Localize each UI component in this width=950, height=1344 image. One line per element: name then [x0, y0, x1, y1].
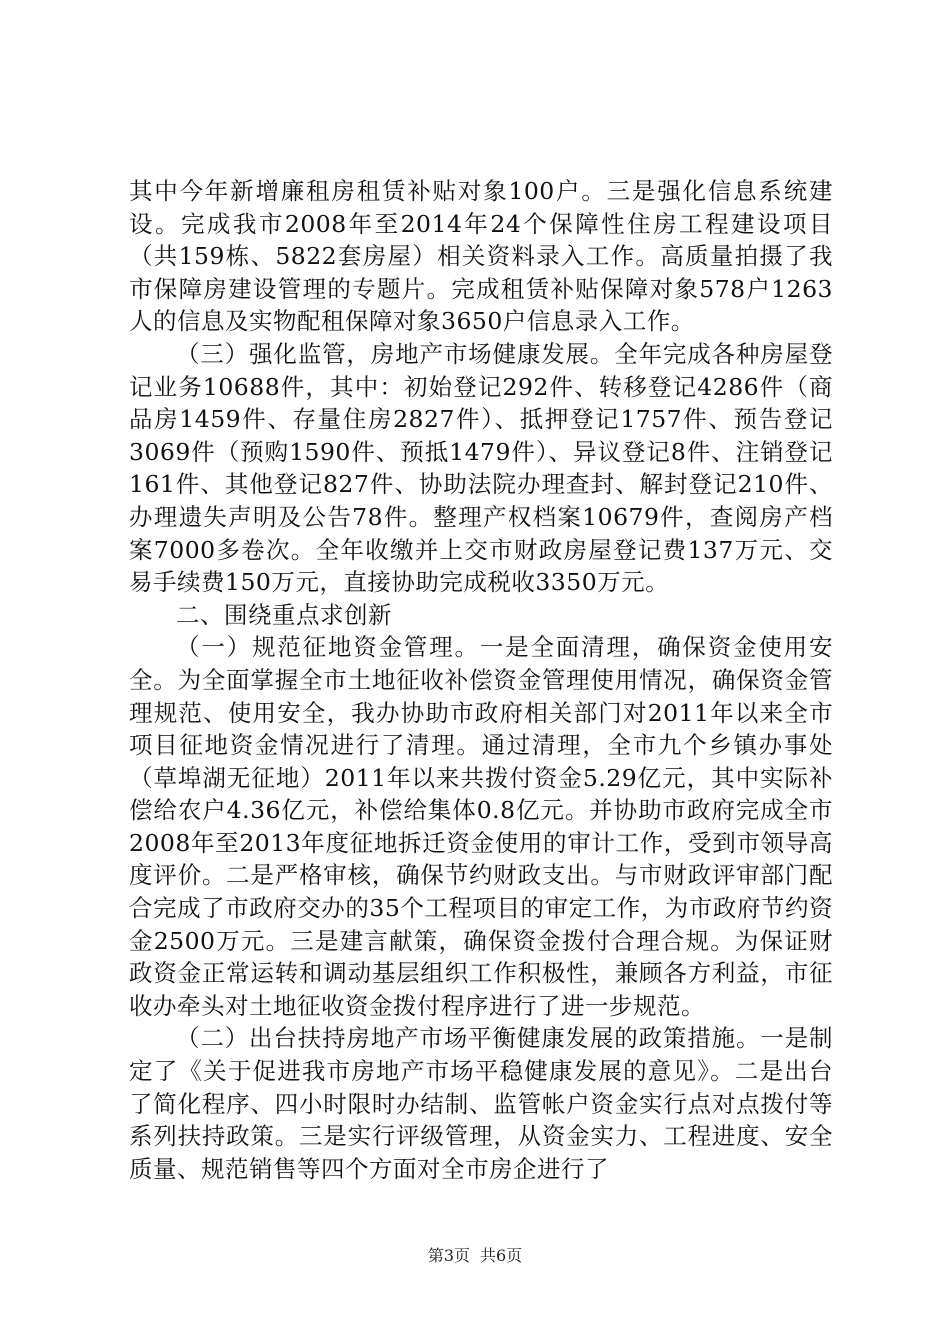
paragraph-subsection-2: （二）出台扶持房地产市场平衡健康发展的政策措施。一是制定了《关于促进我市房地产市场平稳健康发展的意见》。二是出台了简化程序、四小时限时办结制、监管帐户资金实行点对点拨付等系列扶持政策。三是实行评级管理，从资金实力、工程进度、安全质量、规范销售等四个方面对全市房企进行了: [129, 1024, 833, 1183]
paragraph-section-3: （三）强化监管，房地产市场健康发展。全年完成各种房屋登记业务10688件，其中：初始登记292件、转移登记4286件（商品房1459件、存量住房2827件）、抵押登记1757件、预告登记3069件（预购1590件、预抵1479件）、异议登记8件、注销登记161件、其他登记827件、协助法院办理查封、解封登记210件、办理遗失声明及公告78件。整理产权档案10679件，查阅房产档案7000多卷次。全年收缴并上交市财政房屋登记费137万元、交易手续费150万元，直接协助完成税收3350万元。: [129, 339, 833, 597]
paragraph-continuation: 其中今年新增廉租房租赁补贴对象100户。三是强化信息系统建设。完成我市2008年至2014年24个保障性住房工程建设项目（共159栋、5822套房屋）相关资料录入工作。高质量拍摄了我市保障房建设管理的专题片。完成租赁补贴保障对象578户1263人的信息及实物配租保障对象3650户信息录入工作。: [129, 177, 833, 336]
paragraph-subsection-1: （一）规范征地资金管理。一是全面清理，确保资金使用安全。为全面掌握全市土地征收补偿资金管理使用情况，确保资金管理规范、使用安全，我办协助市政府相关部门对2011年以来全市项目征地资金情况进行了清理。通过清理，全市九个乡镇办事处（草埠湖无征地）2011年以来共拨付资金5.29亿元，其中实际补偿给农户4.36亿元，补偿给集体0.8亿元。并协助市政府完成全市2008年至2013年度征地拆迁资金使用的审计工作，受到市领导高度评价。二是严格审核，确保节约财政支出。与市财政评审部门配合完成了市政府交办的35个工程项目的审定工作，为市政府节约资金2500万元。三是建言献策，确保资金拨付合理合规。为保证财政资金正常运转和调动基层组织工作积极性，兼顾各方利益，市征收办牵头对土地征收资金拨付程序进行了进一步规范。: [129, 633, 833, 1020]
page-number: 第3页: [427, 1246, 470, 1265]
page-footer: [0, 1246, 950, 1266]
document-body: [129, 175, 833, 1185]
page-total: 共6页: [480, 1246, 523, 1265]
section-heading-2: 二、围绕重点求创新: [176, 600, 392, 629]
